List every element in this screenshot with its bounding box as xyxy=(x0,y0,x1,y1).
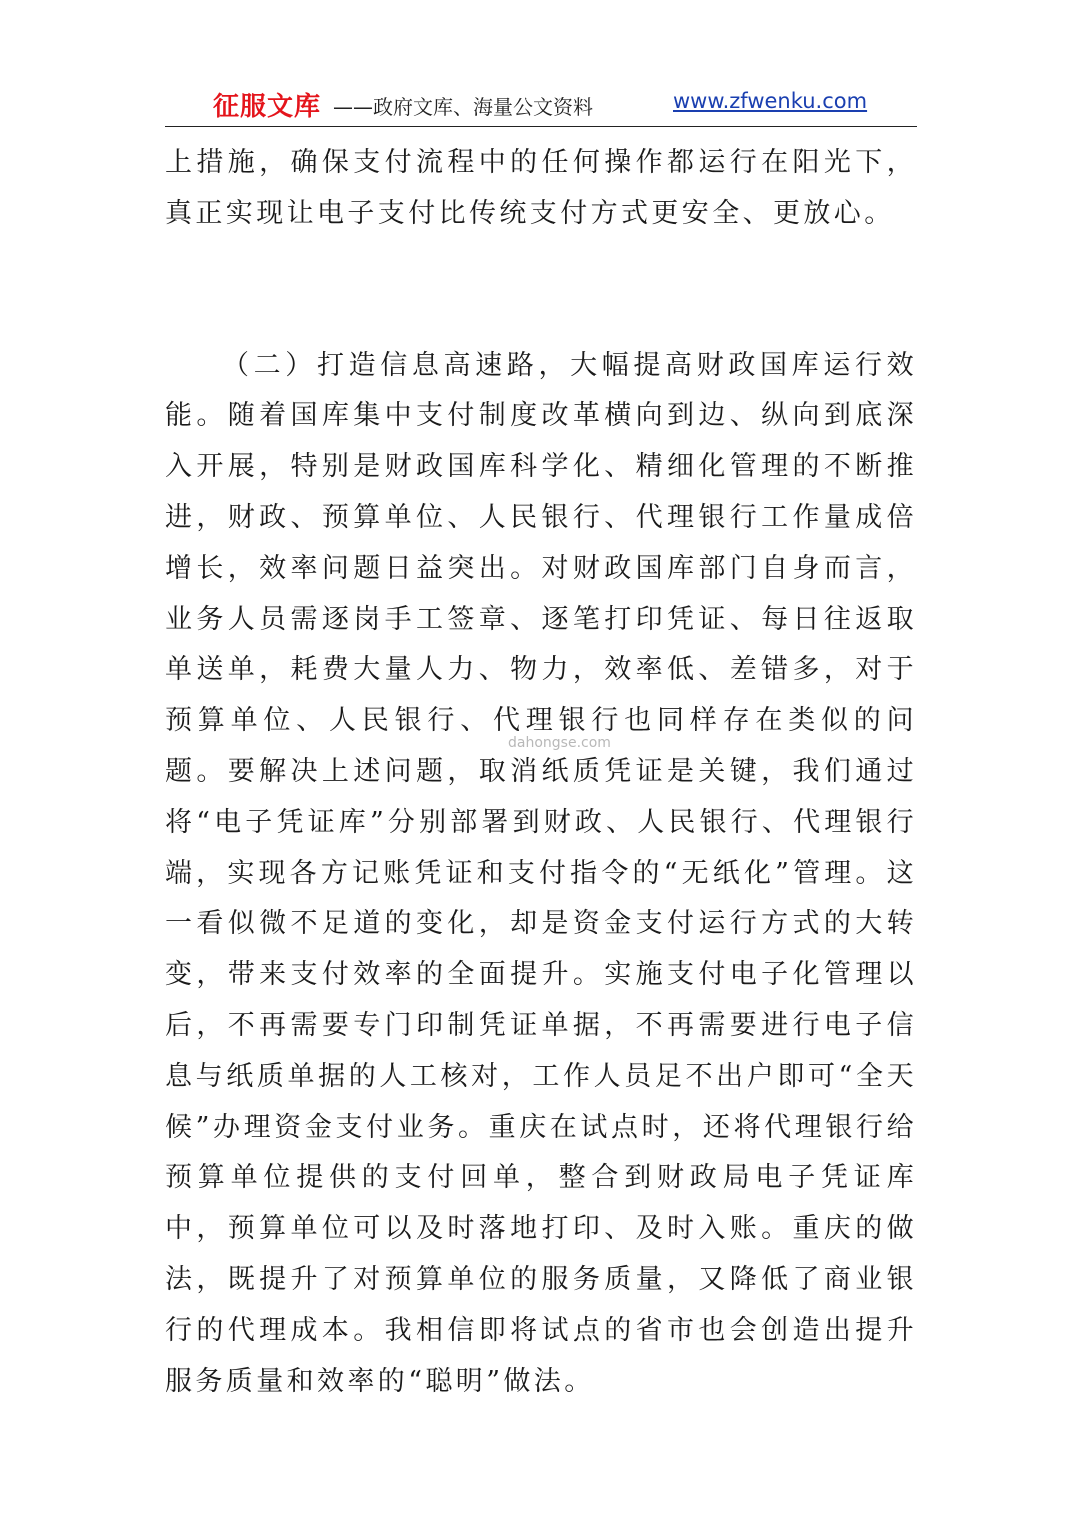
paragraph-continued: 上措施，确保支付流程中的任何操作都运行在阳光下，真正实现让电子支付比传统支付方式更安全、更放心。 xyxy=(165,147,917,229)
paragraph-section-two: （二）打造信息高速路，大幅提高财政国库运行效能。随着国库集中支付制度改革横向到边、纵向到底深入开展，特别是财政国库科学化、精细化管理的不断推进，财政、预算单位、人民银行、代理银行工作量成倍增长，效率问题日益突出。对财政国库部门自身而言，业务人员需逐岗手工签章、逐笔打印凭证、每日往返取单送单，耗费大量人力、物力，效率低、差错多，对于预算单位、人民银行、代理银行也同样存在类似的问题。要解决上述问题，取消纸质凭证是关键，我们通过将“电子凭证库”分别部署到财政、人民银行、代理银行端，实现各方记账凭证和支付指令的“无纸化”管理。这一看似微不足道的变化，却是资金支付运行方式的大转变，带来支付效率的全面提升。实施支付电子化管理以后，不再需要专门印制凭证单据，不再需要进行电子信息与纸质单据的人工核对，工作人员足不出户即可“全天候”办理资金支付业务。重庆在试点时，还将代理银行给预算单位提供的支付回单，整合到财政局电子凭证库中，预算单位可以及时落地打印、及时入账。重庆的做法，既提升了对预算单位的服务质量，又降低了商业银行的代理成本。我相信即将试点的省市也会创造出提升服务质量和效率的“聪明”做法。 xyxy=(165,349,917,1397)
header-tagline: ——政府文库、海量公文资料 xyxy=(333,95,593,119)
document-body xyxy=(165,138,917,1407)
brand-logo-text: 征服文库 xyxy=(213,92,322,122)
page-header xyxy=(165,82,917,127)
site-url-link[interactable]: www.zfwenku.com xyxy=(673,89,868,113)
watermark-text: dahongse.com xyxy=(508,735,611,751)
